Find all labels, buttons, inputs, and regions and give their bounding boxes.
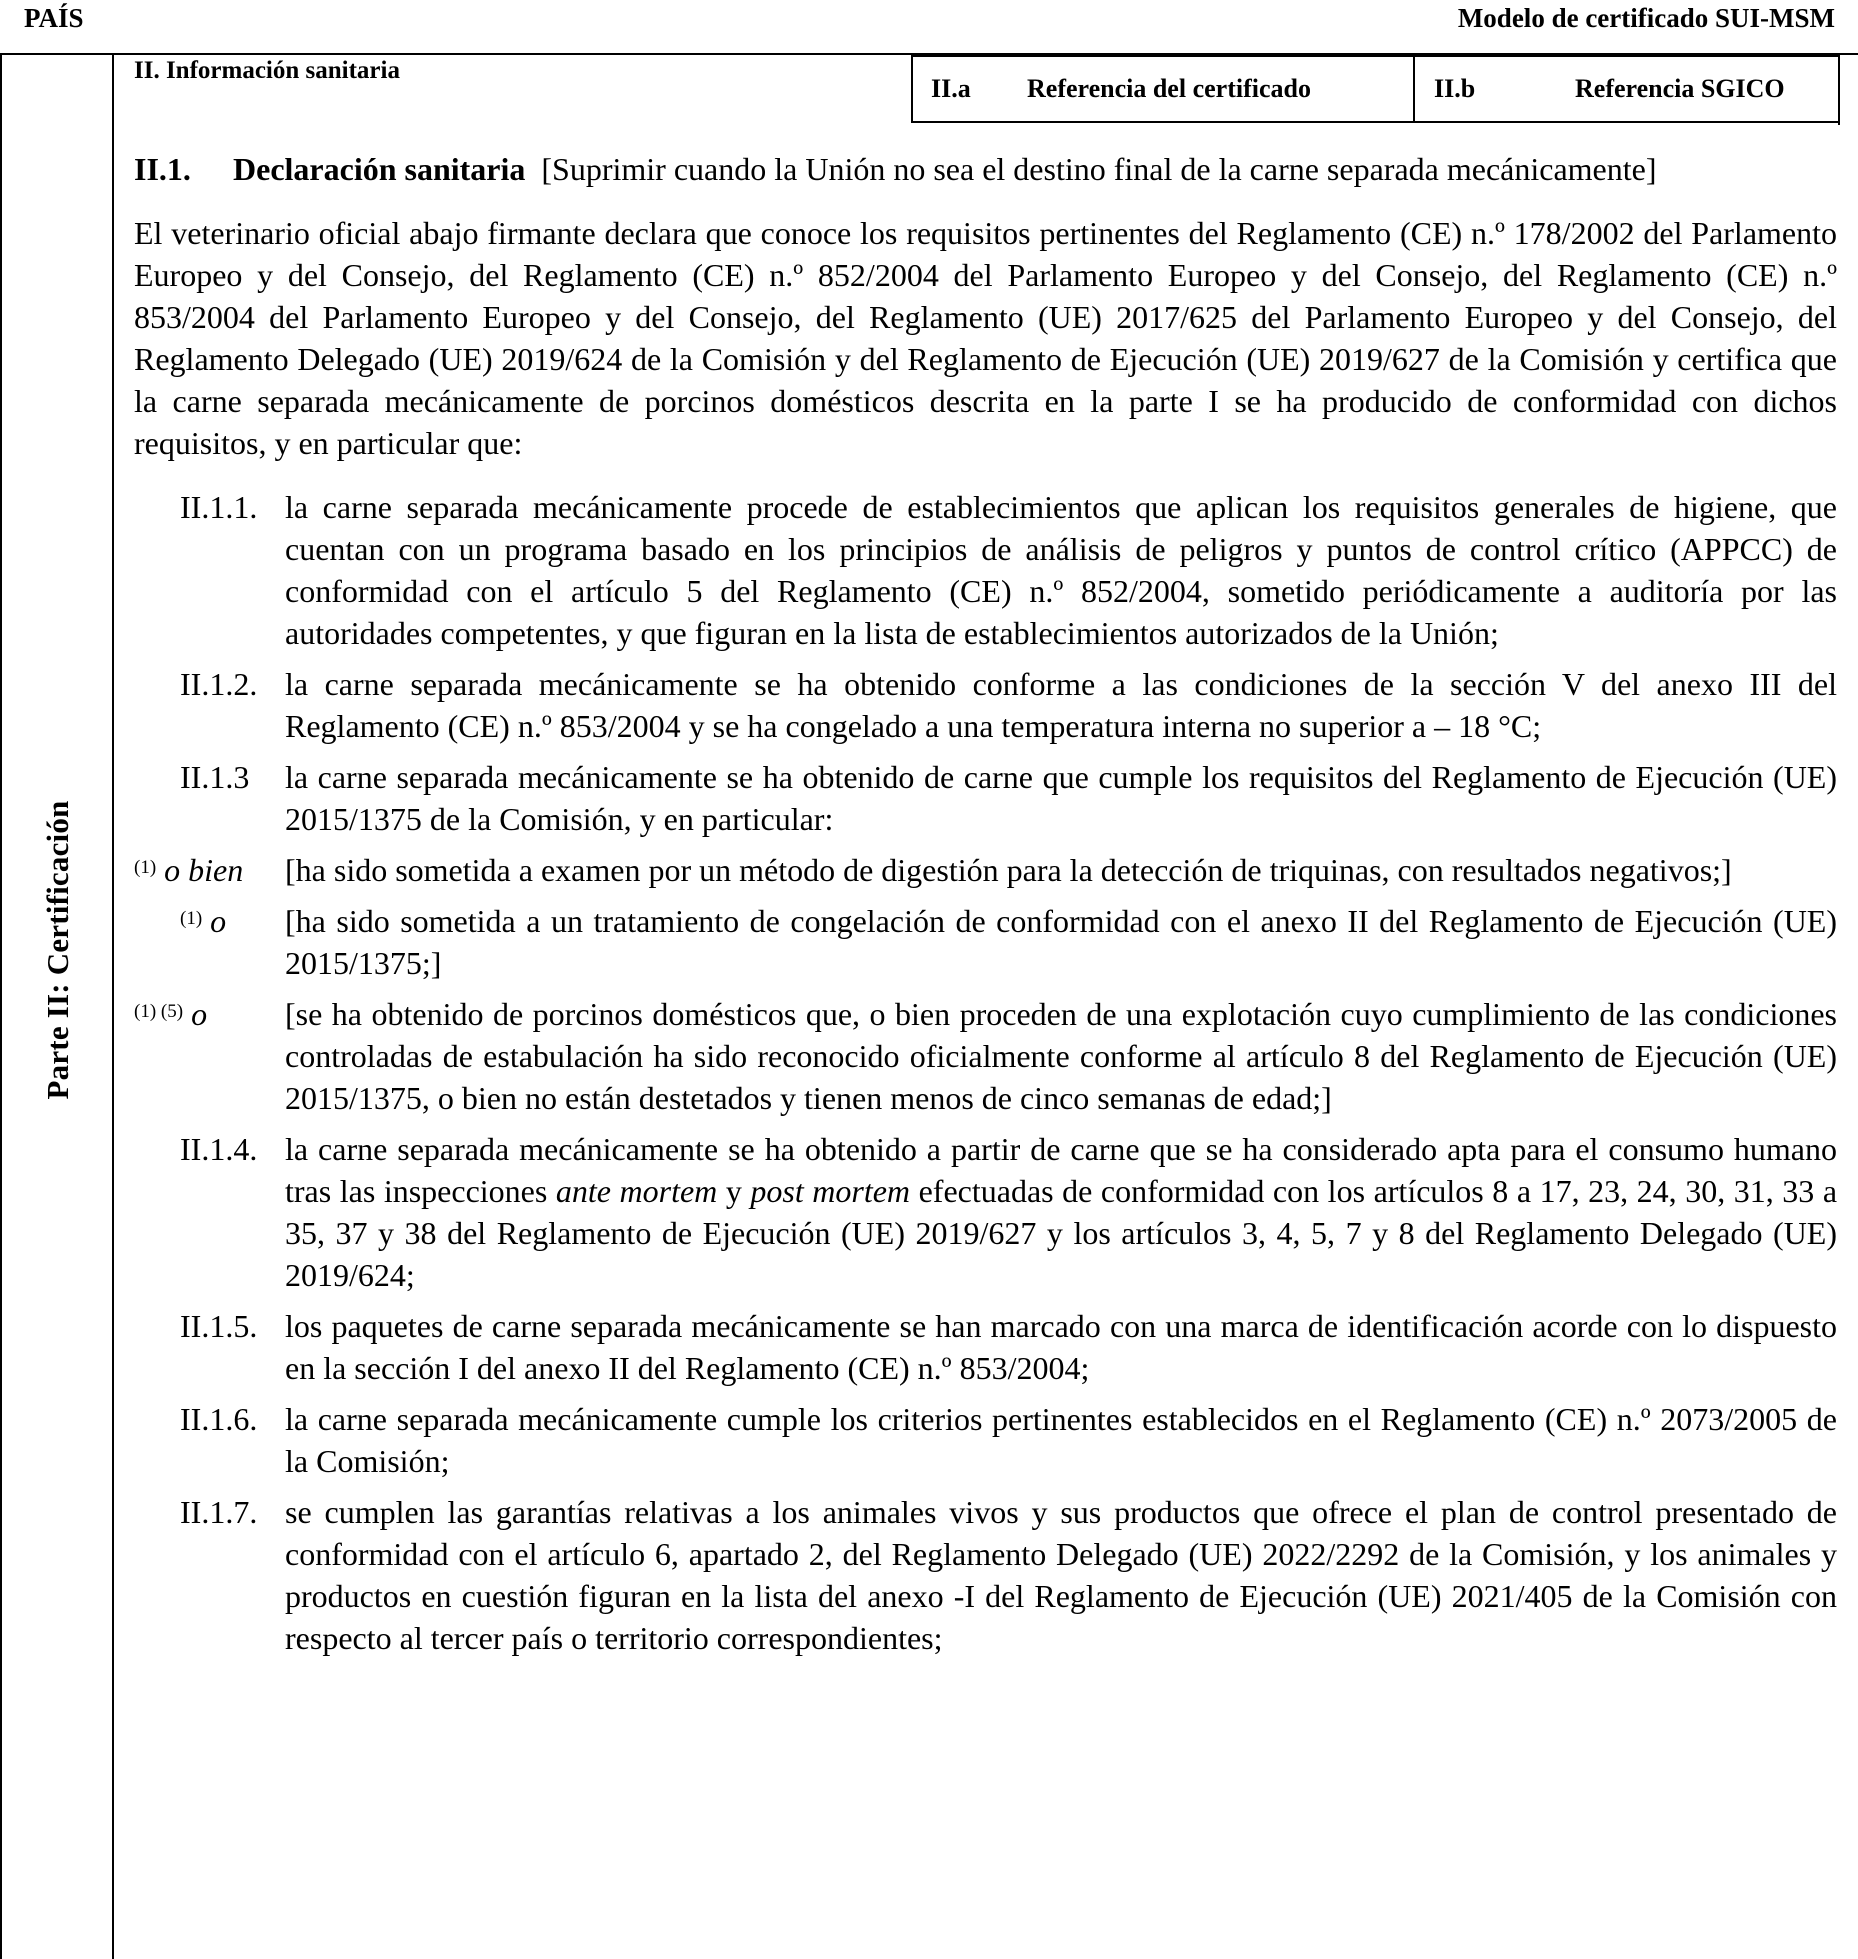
certificate-body	[134, 148, 1837, 1668]
certificate-reference-box	[911, 55, 1415, 123]
item-text: los paquetes de carne separada mecánicamente se han marcado con una marca de identificación acorde con lo dispuesto en la sección I del anexo II del Reglamento (CE) n.º 853/2004;	[285, 1308, 1837, 1386]
option-text: [ha sido sometida a un tratamiento de congelación de conformidad con el anexo II del Reglamento de Ejecución (UE) 2015/1375;]	[285, 903, 1837, 981]
footnote-ref: (1)	[180, 908, 203, 929]
requirement-item	[134, 1305, 1837, 1389]
option-item	[134, 849, 1837, 891]
option-text: [ha sido sometida a examen por un método de digestión para la detección de triquinas, con resultados negativos;]	[285, 852, 1732, 888]
requirement-item	[134, 663, 1837, 747]
declaration-number: II.1.	[134, 151, 191, 187]
option-word: o	[191, 996, 208, 1032]
option-marker	[134, 993, 207, 1035]
left-border	[0, 53, 2, 1959]
ref-a-code: II.a	[931, 74, 971, 103]
declaration-heading-text	[233, 148, 1837, 190]
item-number: II.1.6.	[180, 1401, 258, 1437]
footnote-ref: (1)	[134, 857, 157, 878]
item-number: II.1.1.	[180, 489, 258, 525]
declaration-intro: El veterinario oficial abajo firmante declara que conoce los requisitos pertinentes del Reglamento (CE) n.º 178/2002 del Parlamento Europeo y del Consejo, del Reglamento (CE) n.º 852/2004 del Parlamento Europeo y del Consejo, del Reglamento (CE) n.º 853/2004 del Parlamento Europeo y del Consejo, del Reglamento (UE) 2017/625 del Parlamento Europeo y del Consejo, del Reglamento Delegado (UE) 2019/624 de la Comisión y del Reglamento de Ejecución (UE) 2019/627 de la Comisión y certifica que la carne separada mecánicamente de porcinos domésticos descrita en la parte I se ha producido de conformidad con dichos requisitos, y en particular que:	[134, 215, 1837, 461]
part-ii-side-label: Parte II: Certificación	[40, 800, 75, 1100]
declaration-note: [Suprimir cuando la Unión no sea el destino final de la carne separada mecánicamente]	[541, 151, 1657, 187]
side-column-divider	[112, 53, 114, 1959]
ref-b-label: Referencia SGICO	[1575, 74, 1785, 103]
item-text-italic: ante mortem	[555, 1173, 718, 1209]
item-number: II.1.7.	[180, 1494, 258, 1530]
requirement-item	[134, 1398, 1837, 1482]
option-item	[134, 900, 1837, 984]
certificate-model-label: Modelo de certificado SUI-MSM	[1457, 3, 1835, 33]
item-number: II.1.5.	[180, 1308, 258, 1344]
declaration-heading	[134, 148, 1837, 190]
item-text-part: y	[717, 1173, 751, 1209]
item-text: la carne separada mecánicamente se ha obtenido de carne que cumple los requisitos del Reglamento de Ejecución (UE) 2015/1375 de la Comisión, y en particular:	[285, 759, 1837, 837]
item-text-part: efectuadas de conformidad con los artículos 8 a 17, 23, 24, 30, 31, 33 a 35, 37 y 38 del Reglamento de Ejecución (UE) 2019/627 y los artículos 3, 4, 5, 7 y 8 del Reglamento Delegado (UE) 2019/624;	[285, 1173, 1838, 1293]
item-text: la carne separada mecánicamente procede de establecimientos que aplican los requisitos generales de higiene, que cuentan con un programa basado en los principios de análisis de peligros y puntos de control crítico (APPCC) de conformidad con el artículo 5 del Reglamento (CE) n.º 852/2004, sometido periódicamente a auditoría por las autoridades competentes, y que figuran en la lista de establecimientos autorizados de la Unión;	[285, 489, 1837, 651]
item-text: se cumplen las garantías relativas a los animales vivos y sus productos que ofrece el plan de control presentado de conformidad con el artículo 6, apartado 2, del Reglamento Delegado (UE) 2022/2292 de la Comisión, y los animales y productos en cuestión figuran en la lista del anexo -I del Reglamento de Ejecución (UE) 2021/405 de la Comisión con respecto al tercer país o territorio correspondientes;	[285, 1494, 1837, 1656]
option-text: [se ha obtenido de porcinos domésticos que, o bien proceden de una explotación cuyo cumplimiento de las condiciones controladas de estabulación ha sido reconocido oficialmente conforme al artículo 8 del Reglamento de Ejecución (UE) 2015/1375, o bien no están destetados y tienen menos de cinco semanas de edad;]	[285, 996, 1837, 1116]
ref-b-code: II.b	[1434, 74, 1476, 103]
footnote-ref: (1) (5)	[134, 1001, 184, 1022]
requirement-item	[134, 486, 1837, 654]
item-text-italic: post mortem	[750, 1173, 911, 1209]
sgico-reference-box	[1413, 55, 1840, 123]
item-number: II.1.4.	[180, 1131, 258, 1167]
declaration-title: Declaración sanitaria	[233, 151, 526, 187]
option-word: o bien	[164, 852, 244, 888]
requirement-item	[134, 1491, 1837, 1659]
item-text-part: la carne separada mecánicamente se ha obtenido a partir de carne que se ha considerado apta para el consumo humano tras las inspecciones	[285, 1131, 1837, 1209]
item-text	[285, 1131, 1837, 1293]
option-item	[134, 993, 1837, 1119]
country-label: PAÍS	[24, 3, 84, 33]
requirement-list	[134, 486, 1837, 1659]
item-text: la carne separada mecánicamente cumple los criterios pertinentes establecidos en el Reglamento (CE) n.º 2073/2005 de la Comisión;	[285, 1401, 1837, 1479]
item-text: la carne separada mecánicamente se ha obtenido conforme a las condiciones de la sección V del anexo III del Reglamento (CE) n.º 853/2004 y se ha congelado a una temperatura interna no superior a – 18 °C;	[285, 666, 1837, 744]
option-marker	[180, 900, 226, 942]
option-marker	[134, 849, 243, 891]
option-word: o	[210, 903, 227, 939]
item-number: II.1.3	[180, 759, 250, 795]
section-title: II. Información sanitaria	[134, 57, 400, 84]
item-number: II.1.2.	[180, 666, 258, 702]
requirement-item	[134, 756, 1837, 840]
ref-a-label: Referencia del certificado	[1027, 74, 1311, 103]
requirement-item	[134, 1128, 1837, 1296]
